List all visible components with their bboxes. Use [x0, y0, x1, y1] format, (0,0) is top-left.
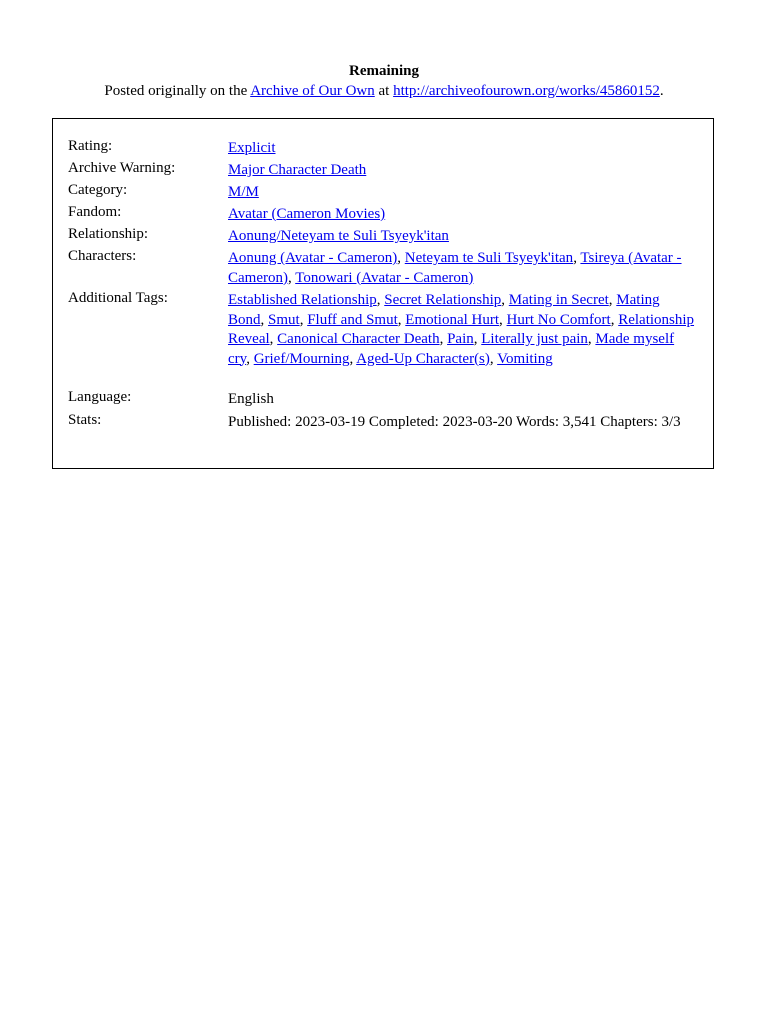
- tag-link[interactable]: Hurt No Comfort: [506, 311, 611, 328]
- tags-label: Additional Tags:: [68, 290, 168, 306]
- archive-link[interactable]: Archive of Our Own: [250, 82, 375, 99]
- warning-link[interactable]: Major Character Death: [228, 162, 367, 178]
- rating-label: Rating:: [68, 138, 113, 154]
- tag-link[interactable]: Relationship Reveal: [228, 311, 695, 347]
- character-link[interactable]: Aonung (Avatar - Cameron): [228, 250, 398, 266]
- warning-value: [228, 161, 698, 181]
- work-meta-box: [52, 118, 714, 469]
- relationship-label: Relationship:: [68, 226, 148, 242]
- tag-link[interactable]: Mating in Secret: [508, 292, 609, 308]
- rating-value: [228, 139, 698, 159]
- category-link[interactable]: M/M: [228, 184, 259, 200]
- character-link[interactable]: Neteyam te Suli Tsyeyk'itan: [404, 250, 574, 266]
- characters-label: Characters:: [68, 248, 137, 264]
- language-value: English: [228, 391, 274, 407]
- language-label: Language:: [68, 389, 132, 405]
- tag-link[interactable]: Aged-Up Character(s): [356, 350, 490, 367]
- stats-value: Published: 2023-03-19 Completed: 2023-03-20 Words: 3,541 Chapters: 3/3: [228, 414, 681, 430]
- tag-link[interactable]: Emotional Hurt: [405, 311, 500, 328]
- period: .: [659, 82, 664, 99]
- category-value: [228, 183, 698, 203]
- work-title: Remaining: [348, 63, 419, 79]
- tag-link[interactable]: Secret Relationship: [384, 292, 502, 308]
- at-text: at: [378, 82, 390, 99]
- rating-link[interactable]: Explicit: [228, 140, 276, 156]
- tag-link[interactable]: Literally just pain: [481, 331, 588, 347]
- relationship-link[interactable]: Aonung/Neteyam te Suli Tsyeyk'itan: [228, 228, 449, 244]
- stats-label: Stats:: [68, 412, 102, 428]
- tag-link[interactable]: Established Relationship: [228, 292, 377, 308]
- tag-link[interactable]: Made myself cry: [228, 331, 675, 367]
- warning-label: Archive Warning:: [68, 160, 176, 176]
- category-label: Category:: [68, 182, 128, 198]
- posted-line: [0, 82, 768, 102]
- character-link[interactable]: Tsireya (Avatar - Cameron): [228, 250, 682, 286]
- fandom-link[interactable]: Avatar (Cameron Movies): [228, 206, 386, 222]
- relationship-value: [228, 227, 698, 247]
- fandom-value: [228, 205, 698, 225]
- tag-link[interactable]: Canonical Character Death: [277, 331, 440, 347]
- tag-link[interactable]: Mating Bond: [228, 292, 660, 328]
- tag-link[interactable]: Fluff and Smut: [307, 311, 398, 328]
- tag-link[interactable]: Smut: [268, 311, 300, 328]
- work-header: [0, 62, 768, 101]
- tag-link[interactable]: Vomiting: [497, 350, 553, 367]
- tag-link[interactable]: Grief/Mourning: [253, 350, 350, 367]
- work-url-link[interactable]: http://archiveofourown.org/works/45860152: [393, 82, 660, 99]
- character-link[interactable]: Tonowari (Avatar - Cameron): [295, 269, 474, 286]
- fandom-label: Fandom:: [68, 204, 122, 220]
- tags-value: Established Relationship, Secret Relationship, Mating in Secret, Mating Bond, Smut, Fluff and Smut, Emotional Hurt, Hurt No Comfort, Relationship Reveal, Canonical Character Death, Pain, Literally just pain, Made myself cry, Grief/Mourning, Aged-Up Character(s), Vomiting: [228, 292, 695, 367]
- tag-link[interactable]: Pain: [447, 331, 474, 347]
- posted-prefix: Posted originally on the: [104, 82, 248, 99]
- characters-value: Aonung (Avatar - Cameron), Neteyam te Suli Tsyeyk'itan, Tsireya (Avatar - Cameron), Tonowari (Avatar - Cameron): [228, 250, 682, 286]
